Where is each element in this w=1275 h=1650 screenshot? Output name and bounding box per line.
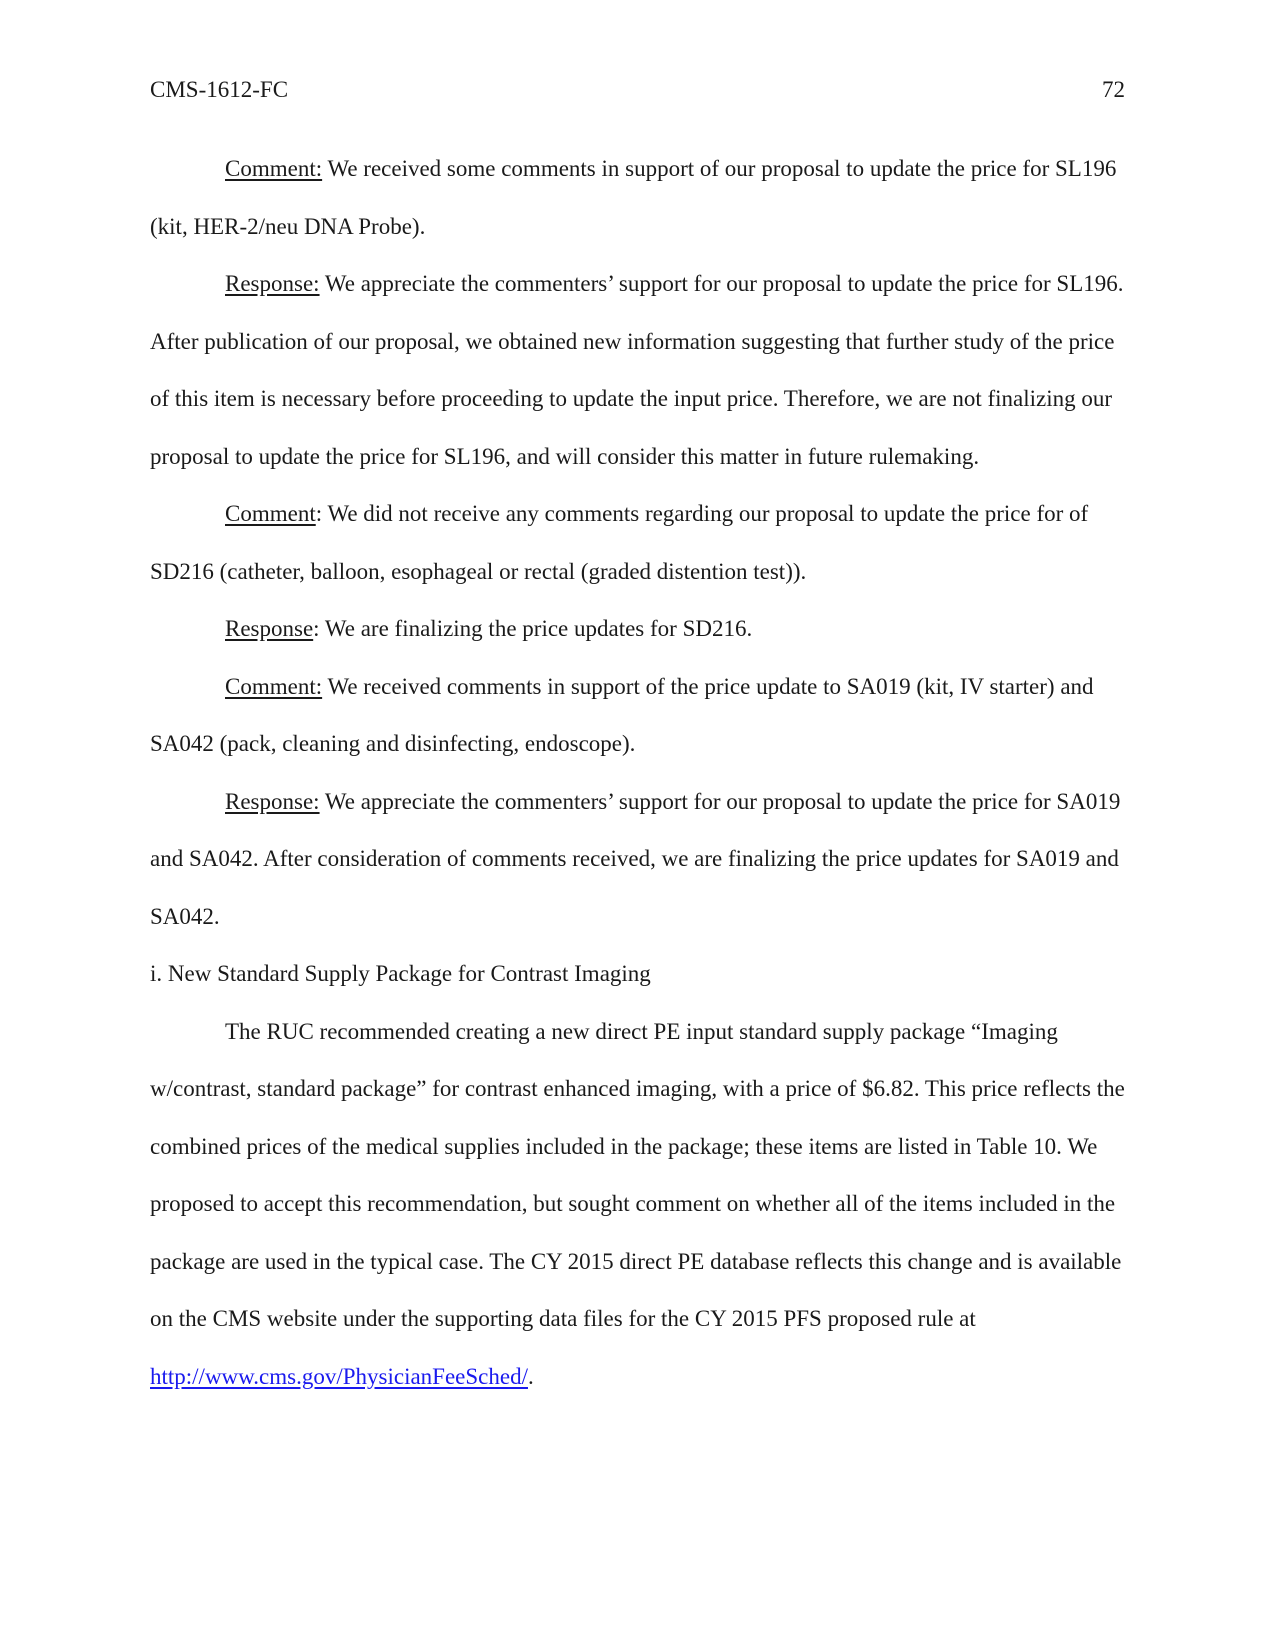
document-body — [150, 140, 1125, 1405]
paragraph-text: : We did not receive any comments regarding our proposal to update the price for of SD216 (catheter, balloon, esophageal or rectal (graded distention test)). — [150, 501, 1089, 584]
paragraph-text: We received some comments in support of our proposal to update the price for SL196 (kit, HER-2/neu DNA Probe). — [150, 156, 1117, 239]
paragraph-text: The RUC recommended creating a new direct PE input standard supply package “Imaging w/contrast, standard package” for contrast enhanced imaging, with a price of $6.82. This price reflects the combined prices of the medical supplies included in the package; these items are listed in Table 10. We proposed to accept this recommendation, but sought comment on whether all of the items included in the package are used in the typical case. The CY 2015 direct PE database reflects this change and is available on the CMS website under the supporting data files for the CY 2015 PFS proposed rule at — [150, 1018, 1125, 1331]
cms-website-link[interactable]: http://www.cms.gov/PhysicianFeeSched/ — [150, 1363, 528, 1389]
comment-paragraph-sa019 — [150, 658, 1125, 773]
paragraph-text: We appreciate the commenters’ support for our proposal to update the price for SL196. After publication of our proposal, we obtained new information suggesting that further study of the price of this item is necessary before proceeding to update the input price. Therefore, we are not finalizing our proposal to update the price for SL196, and will consider this matter in future rulemaking. — [150, 271, 1124, 469]
comment-label: Comment — [225, 501, 316, 526]
paragraph-text: We appreciate the commenters’ support for our proposal to update the price for SA019 and SA042. After consideration of comments received, we are finalizing the price updates for SA019 and SA042. — [150, 788, 1121, 929]
response-paragraph-sa019 — [150, 773, 1125, 946]
comment-label: Comment: — [225, 673, 323, 699]
comment-label: Comment: — [225, 156, 323, 181]
document-id: CMS-1612-FC — [150, 77, 289, 102]
comment-paragraph-sl196 — [150, 140, 1125, 255]
response-label: Response — [225, 616, 314, 641]
paragraph-end-period: . — [527, 1363, 534, 1389]
section-heading: i. New Standard Supply Package for Contrast Imaging — [150, 961, 651, 986]
response-label: Response: — [225, 271, 320, 296]
response-paragraph-sd216 — [150, 600, 1125, 658]
contrast-imaging-paragraph — [150, 1003, 1125, 1406]
response-label: Response: — [225, 788, 320, 814]
response-paragraph-sl196 — [150, 255, 1125, 485]
page-header — [150, 74, 1125, 106]
comment-paragraph-sd216 — [150, 485, 1125, 600]
page-number: 72 — [1102, 77, 1125, 102]
paragraph-text: We received comments in support of the price update to SA019 (kit, IV starter) and SA042 (pack, cleaning and disinfecting, endoscope). — [150, 673, 1094, 756]
paragraph-text: : We are finalizing the price updates for SD216. — [313, 616, 753, 641]
